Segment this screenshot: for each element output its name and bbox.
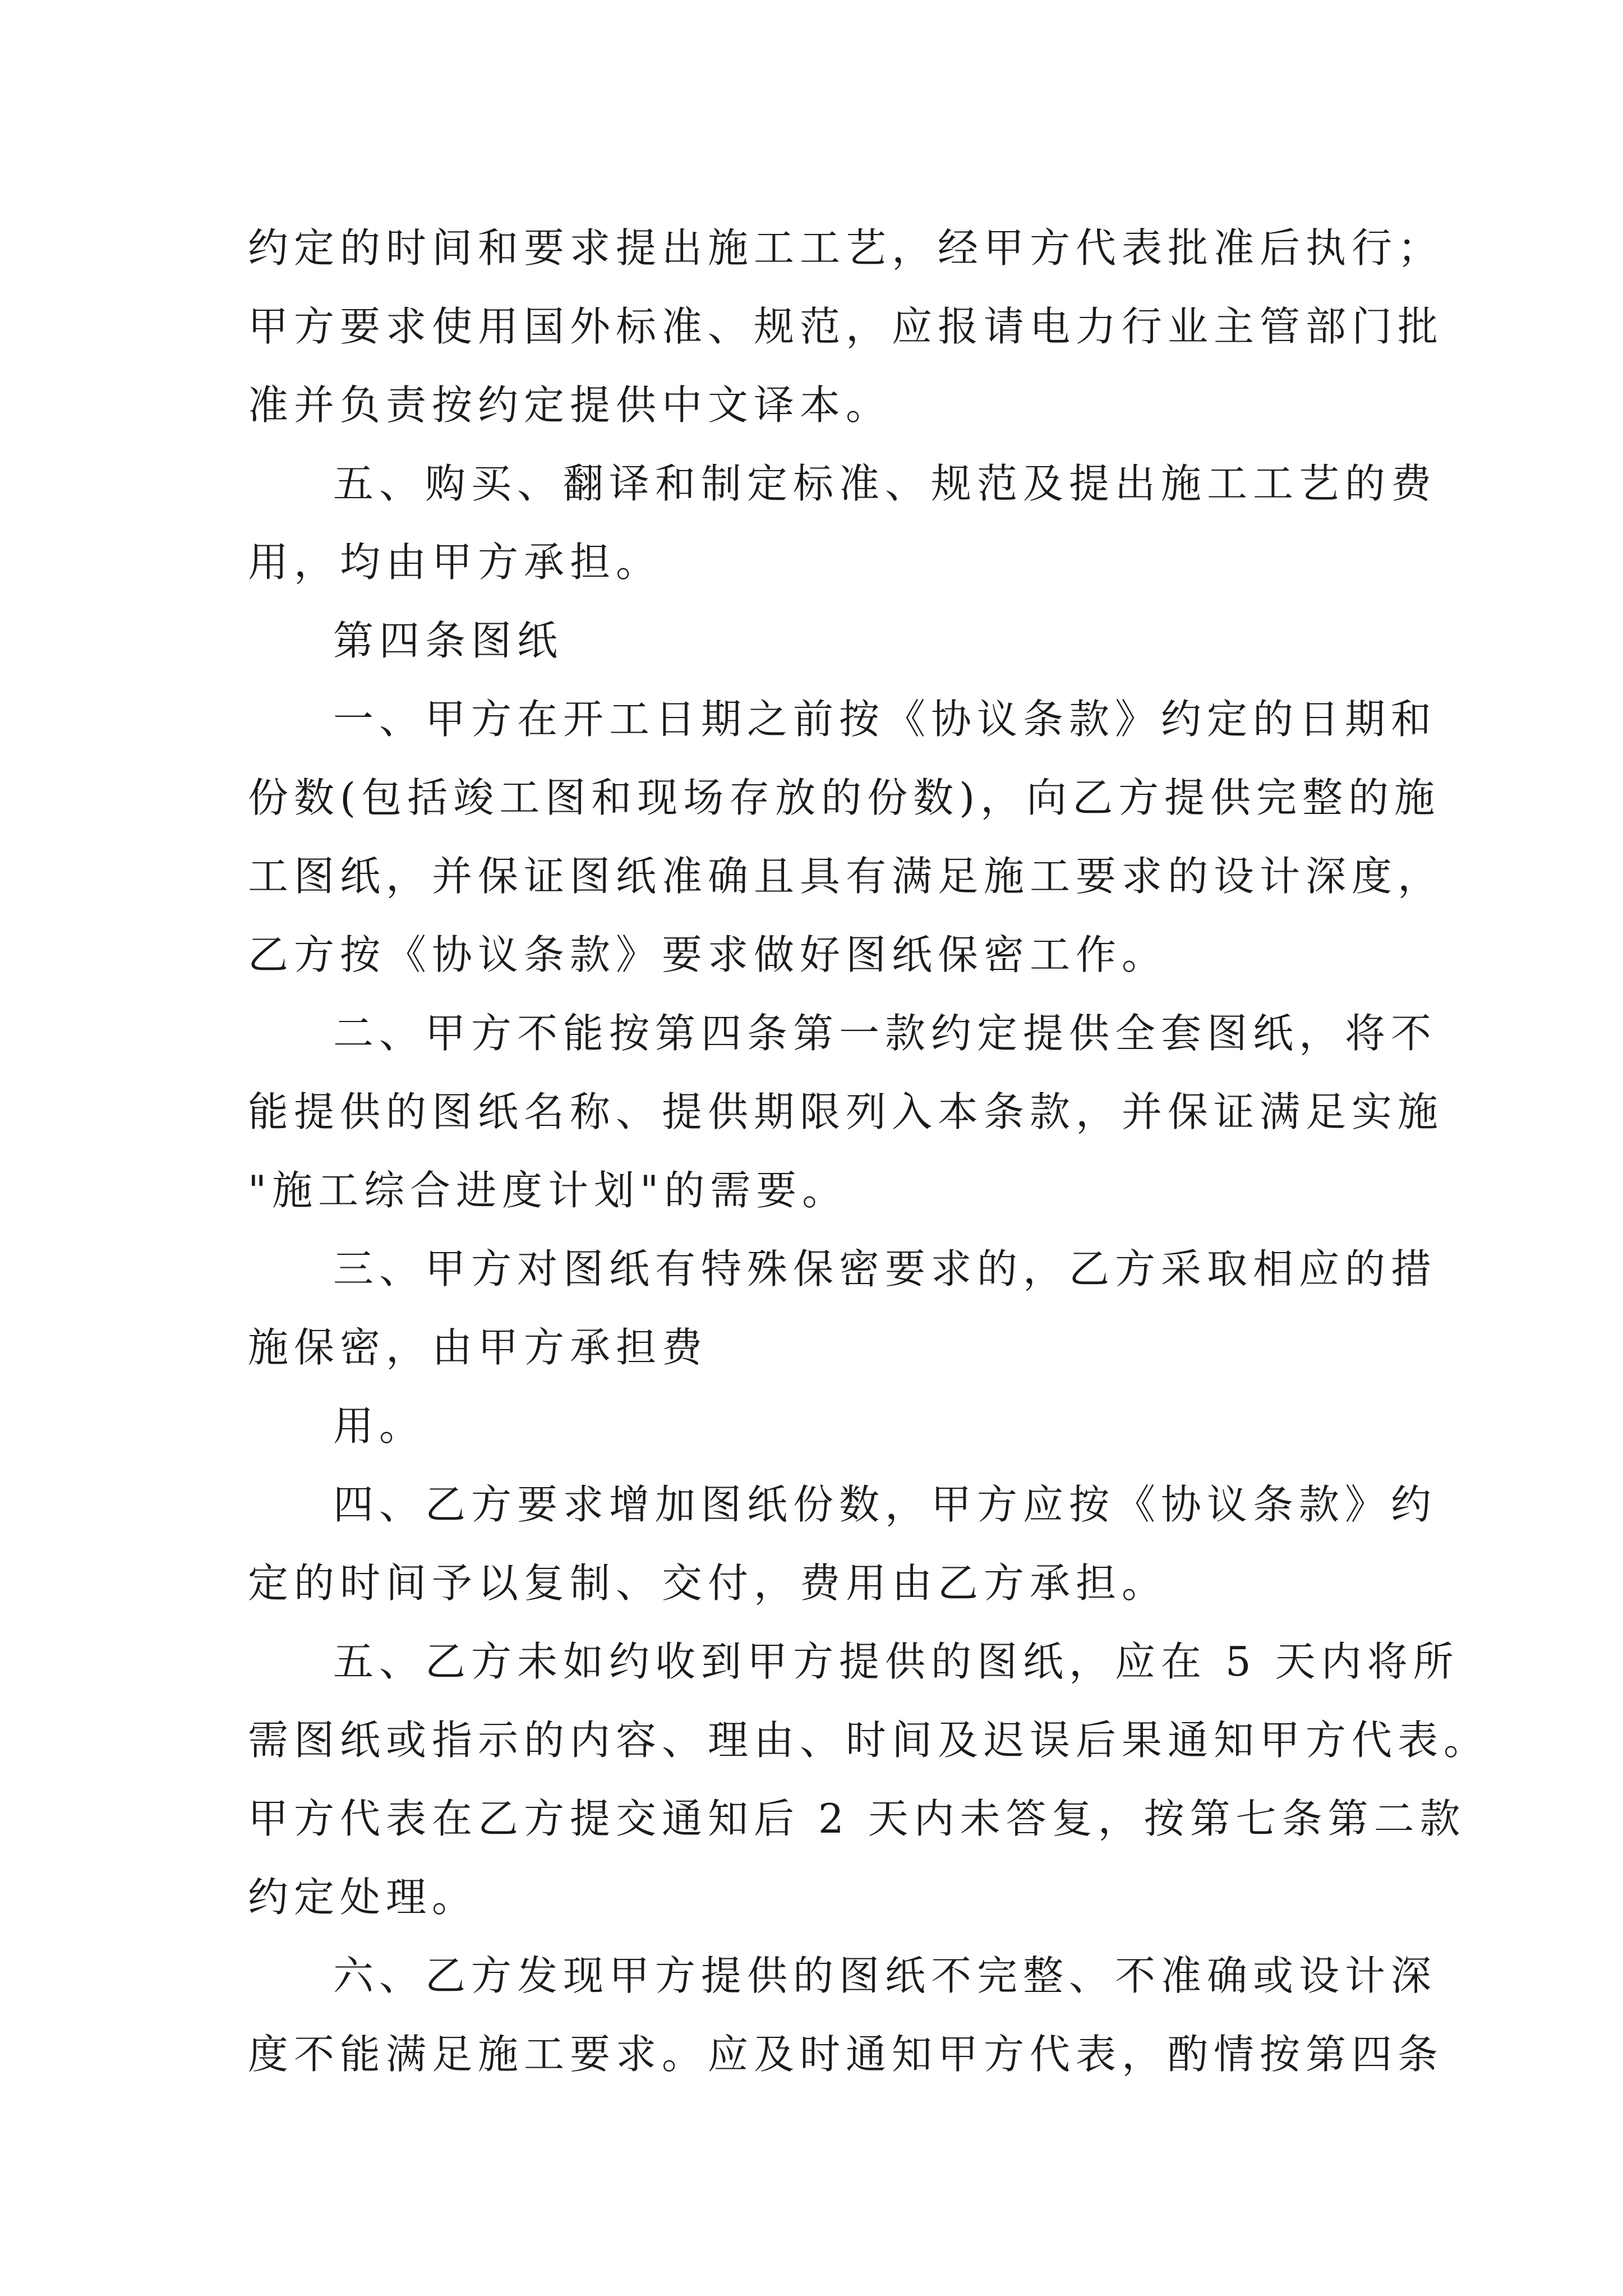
text-line: 三、甲方对图纸有特殊保密要求的，乙方采取相应的措 — [333, 1245, 1437, 1292]
text-line: 准并负责按约定提供中文译本。 — [248, 381, 892, 429]
text-line: 第四条图纸 — [333, 617, 564, 664]
text-line: 约定的时间和要求提出施工工艺，经甲方代表批准后执行； — [248, 224, 1444, 272]
text-line: 用。 — [333, 1402, 426, 1450]
document-body — [248, 209, 1490, 2093]
text-line: 五、乙方未如约收到甲方提供的图纸，应在 5 天内将所 — [333, 1638, 1459, 1685]
text-line: 需图纸或指示的内容、理由、时间及迟误后果通知甲方代表。 — [248, 1717, 1490, 1764]
text-line: 一、甲方在开工日期之前按《协议条款》约定的日期和 — [333, 696, 1437, 743]
text-line: 二、甲方不能按第四条第一款约定提供全套图纸，将不 — [333, 1010, 1437, 1057]
text-line: 甲方代表在乙方提交通知后 2 天内未答复，按第七条第二款 — [248, 1795, 1466, 1842]
text-line: 用，均由甲方承担。 — [248, 539, 662, 586]
text-line: 能提供的图纸名称、提供期限列入本条款，并保证满足实施 — [248, 1088, 1444, 1135]
text-line: 甲方要求使用国外标准、规范，应报请电力行业主管部门批 — [248, 303, 1444, 350]
text-line: 度不能满足施工要求。应及时通知甲方代表，酌情按第四条 — [248, 2031, 1444, 2078]
text-line: 五、购买、翻译和制定标准、规范及提出施工工艺的费 — [333, 460, 1437, 507]
text-line: 工图纸，并保证图纸准确且具有满足施工要求的设计深度， — [248, 853, 1444, 900]
text-line: 定的时间予以复制、交付，费用由乙方承担。 — [248, 1559, 1168, 1607]
text-line: 六、乙方发现甲方提供的图纸不完整、不准确或设计深 — [333, 1952, 1437, 1999]
text-line: 约定处理。 — [248, 1874, 478, 1921]
text-line: 施保密，由甲方承担费 — [248, 1324, 708, 1371]
text-line: 份数(包括竣工图和现场存放的份数)，向乙方提供完整的施 — [248, 774, 1441, 821]
text-line: 乙方按《协议条款》要求做好图纸保密工作。 — [248, 931, 1168, 978]
text-line: "施工综合进度计划"的需要。 — [248, 1167, 849, 1214]
text-line: 四、乙方要求增加图纸份数，甲方应按《协议条款》约 — [333, 1481, 1437, 1528]
